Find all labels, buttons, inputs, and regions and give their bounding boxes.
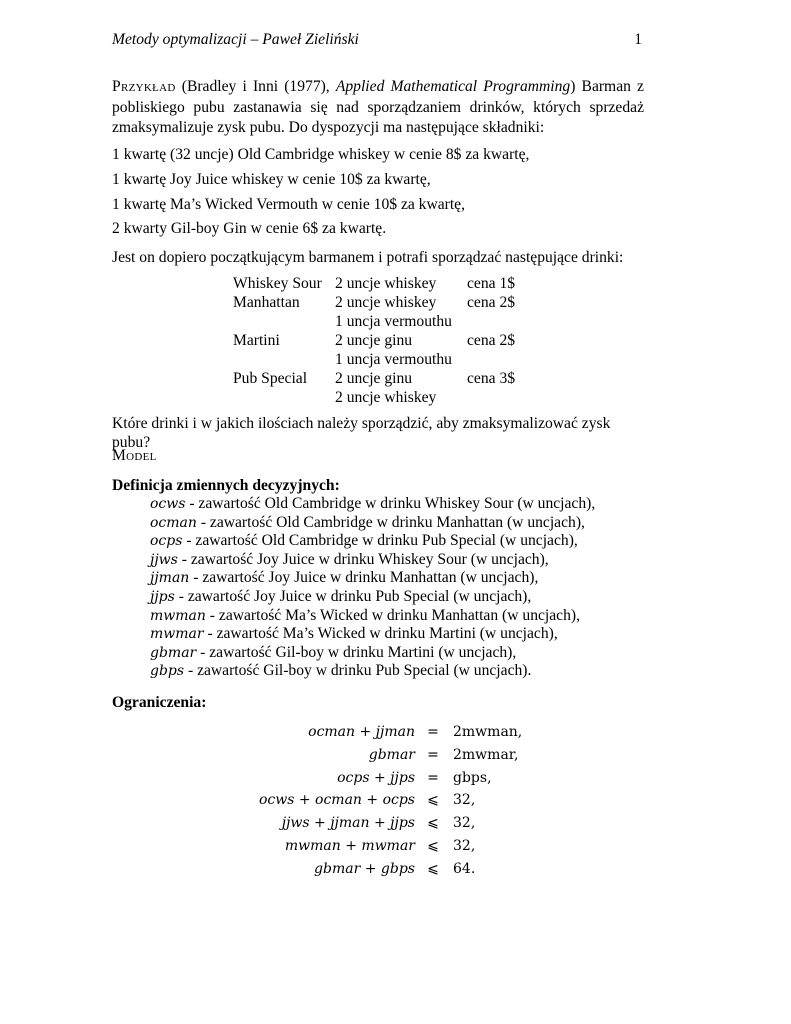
constraint-row bbox=[112, 860, 642, 883]
drink-price bbox=[467, 312, 515, 331]
variable-symbol: mwmar bbox=[150, 626, 204, 643]
drink-ingredient: 2 uncje whiskey bbox=[335, 294, 437, 311]
definition-item bbox=[150, 513, 595, 532]
definition-item bbox=[150, 606, 595, 625]
definition-item bbox=[150, 587, 595, 606]
definition-item bbox=[150, 624, 595, 643]
constraint-rhs: 64. bbox=[453, 860, 476, 877]
constraint-lhs: ocman + jjman bbox=[308, 724, 415, 740]
variable-description: - zawartość Old Cambridge w drinku Whiskey Sour (w uncjach), bbox=[185, 495, 596, 512]
variable-symbol: jjman bbox=[150, 570, 190, 587]
constraint-row bbox=[112, 769, 642, 792]
drink-name bbox=[233, 312, 335, 331]
example-paragraph bbox=[112, 77, 644, 139]
drinks-intro: Jest on dopiero początkującym barmanem i potrafi sporządzać następujące drinki: bbox=[112, 249, 624, 266]
constraints-heading: Ograniczenia: bbox=[112, 694, 207, 711]
drink-price bbox=[467, 388, 515, 407]
drink-price: cena 2$ bbox=[467, 294, 516, 311]
variable-description: - zawartość Joy Juice w drinku Whiskey Sour (w uncjach), bbox=[177, 550, 549, 568]
variable-symbol: ocws bbox=[150, 496, 186, 512]
variable-description: - zawartość Old Cambridge w drinku Pub Special (w uncjach), bbox=[182, 532, 578, 550]
drink-name bbox=[233, 350, 335, 369]
variable-symbol: gbmar bbox=[150, 644, 197, 661]
drink-price bbox=[467, 350, 515, 369]
definitions-list bbox=[150, 494, 595, 680]
variable-symbol: ocps bbox=[150, 533, 183, 550]
constraint-lhs: gbmar bbox=[368, 746, 415, 763]
constraint-rhs: gbps, bbox=[453, 769, 492, 786]
question-text: Które drinki i w jakich ilościach należy sporządzić, aby zmaksymalizować zysk pubu? bbox=[112, 415, 611, 451]
drink-row bbox=[233, 274, 515, 293]
variable-description: - zawartość Old Cambridge w drinku Manhattan (w uncjach), bbox=[196, 513, 585, 531]
drink-row bbox=[233, 369, 515, 388]
constraint-rhs: 32, bbox=[453, 815, 476, 832]
problem-text: ) Barman z pobliskiego pubu zastanawia się nad sporządzaniem drinków, których sprzedaż zmaksymalizuje zysk pubu. Do dyspozycji ma następujące składniki: bbox=[112, 78, 644, 136]
drink-ingredient: 2 uncje whiskey bbox=[335, 389, 437, 406]
drink-row bbox=[233, 293, 515, 312]
ingredient-line: 1 kwartę Ma’s Wicked Vermouth w cenie 10$ za kwartę, bbox=[112, 196, 466, 213]
ingredient-line: 1 kwartę Joy Juice whiskey w cenie 10$ za kwartę, bbox=[112, 171, 431, 188]
example-label: Przykład bbox=[112, 78, 176, 95]
definition-item bbox=[150, 550, 595, 569]
definition-item bbox=[150, 568, 595, 587]
page-number: 1 bbox=[634, 31, 642, 48]
drink-row bbox=[233, 350, 515, 369]
variable-description: - zawartość Gil-boy w drinku Pub Special (w uncjach). bbox=[184, 662, 532, 680]
constraint-row bbox=[112, 723, 642, 746]
drink-name: Martini bbox=[233, 332, 280, 349]
constraint-lhs: jjws + jjman + jjps bbox=[281, 815, 415, 832]
variable-description: - zawartość Joy Juice w drinku Manhattan (w uncjach), bbox=[189, 569, 539, 587]
variable-symbol: gbps bbox=[150, 663, 185, 680]
page-header bbox=[112, 30, 642, 49]
constraint-row bbox=[112, 837, 642, 860]
constraint-relation: ⩽ bbox=[427, 792, 439, 809]
variable-description: - zawartość Joy Juice w drinku Pub Special (w uncjach), bbox=[174, 587, 532, 605]
drink-name bbox=[233, 388, 335, 407]
constraint-rhs: 32, bbox=[453, 792, 476, 809]
constraint-rhs: 2mwman, bbox=[453, 724, 523, 740]
constraint-rhs: 32, bbox=[453, 837, 476, 854]
drink-name: Manhattan bbox=[233, 294, 300, 311]
ingredient-line: 1 kwartę (32 uncje) Old Cambridge whiskey w cenie 8$ za kwartę, bbox=[112, 146, 530, 163]
drink-row bbox=[233, 388, 515, 407]
running-title: Metody optymalizacji – Paweł Zieliński bbox=[112, 31, 359, 48]
drink-name: Whiskey Sour bbox=[233, 275, 322, 292]
drink-ingredient: 2 uncje ginu bbox=[335, 370, 413, 387]
drink-name: Pub Special bbox=[233, 370, 308, 387]
definition-item bbox=[150, 643, 595, 662]
constraint-relation: = bbox=[427, 724, 439, 740]
drink-price: cena 3$ bbox=[467, 370, 516, 387]
citation-text: (Bradley i Inni (1977), bbox=[175, 78, 336, 95]
variable-symbol: ocman bbox=[150, 514, 197, 531]
variable-description: - zawartość Ma’s Wicked w drinku Martini (w uncjach), bbox=[203, 625, 558, 643]
constraint-lhs: ocps + jjps bbox=[337, 769, 415, 786]
book-title: Applied Mathematical Programming bbox=[335, 78, 571, 95]
constraint-relation: = bbox=[427, 769, 439, 786]
drink-row bbox=[233, 331, 515, 350]
constraint-relation: ⩽ bbox=[427, 860, 439, 877]
drink-ingredient: 1 uncja vermouthu bbox=[335, 351, 452, 368]
variable-symbol: jjps bbox=[150, 588, 175, 605]
definition-item bbox=[150, 661, 595, 680]
constraint-relation: ⩽ bbox=[427, 815, 439, 832]
drink-ingredient: 1 uncja vermouthu bbox=[335, 313, 452, 330]
constraint-row bbox=[112, 814, 642, 837]
constraint-lhs: gbmar + gbps bbox=[314, 860, 415, 877]
constraints-block bbox=[112, 723, 642, 883]
constraint-relation: = bbox=[427, 746, 439, 763]
drinks-table bbox=[233, 274, 515, 407]
constraint-relation: ⩽ bbox=[427, 837, 439, 854]
drink-price: cena 1$ bbox=[467, 275, 516, 292]
drink-ingredient: 2 uncje ginu bbox=[335, 332, 413, 349]
drink-ingredient: 2 uncje whiskey bbox=[335, 275, 437, 292]
definition-item bbox=[150, 531, 595, 550]
variable-symbol: mwman bbox=[150, 607, 206, 624]
drink-price: cena 2$ bbox=[467, 332, 516, 349]
constraint-row bbox=[112, 791, 642, 814]
drink-row bbox=[233, 312, 515, 331]
variable-description: - zawartość Gil-boy w drinku Martini (w uncjach), bbox=[196, 643, 517, 661]
constraint-lhs: ocws + ocman + ocps bbox=[258, 792, 415, 809]
model-label: Model bbox=[112, 447, 157, 464]
definitions-heading: Definicja zmiennych decyzyjnych: bbox=[112, 477, 340, 494]
constraint-rhs: 2mwmar, bbox=[453, 746, 519, 763]
constraint-lhs: mwman + mwmar bbox=[284, 837, 415, 854]
constraint-row bbox=[112, 746, 642, 769]
definition-item bbox=[150, 494, 595, 513]
variable-description: - zawartość Ma’s Wicked w drinku Manhattan (w uncjach), bbox=[205, 606, 580, 624]
ingredient-line: 2 kwarty Gil-boy Gin w cenie 6$ za kwartę. bbox=[112, 220, 387, 237]
variable-symbol: jjws bbox=[150, 551, 178, 568]
